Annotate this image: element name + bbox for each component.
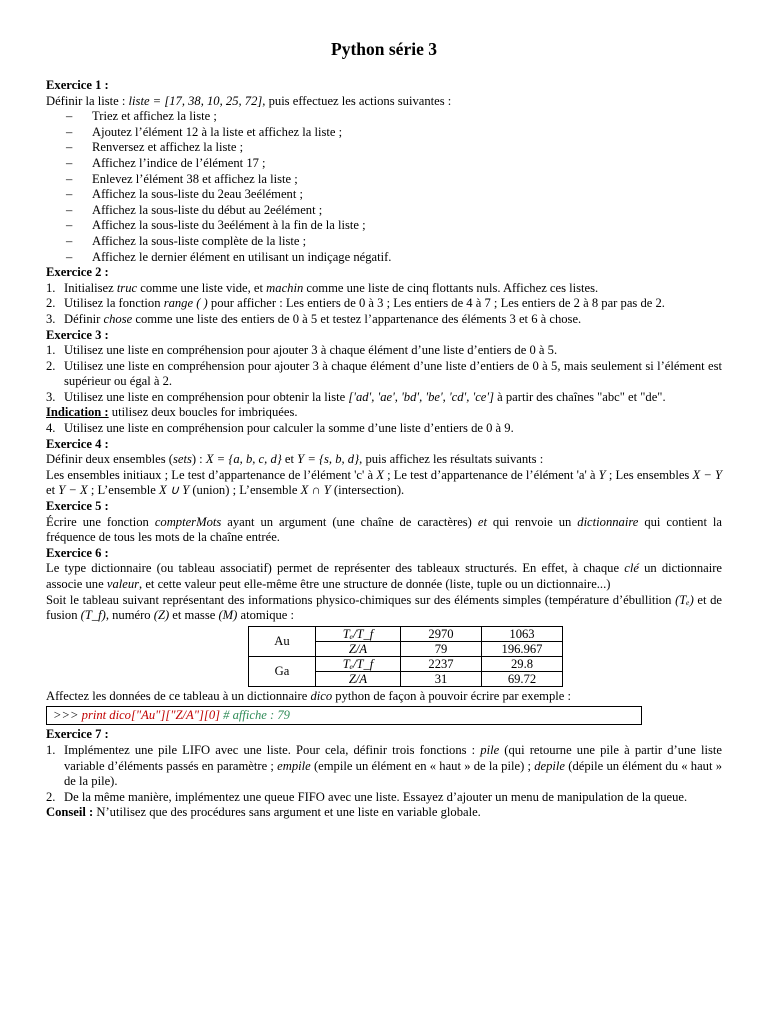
list-item xyxy=(46,281,722,297)
text: qui renvoie un xyxy=(486,514,578,529)
element-symbol: Au xyxy=(249,626,316,656)
var-name: machin xyxy=(266,280,304,295)
table-row xyxy=(249,656,563,671)
cell-value: 69.72 xyxy=(482,671,563,686)
exercise-3-list-continued xyxy=(46,421,722,437)
row-label: Z/A xyxy=(316,641,401,656)
item-number: 1. xyxy=(46,343,56,358)
text: Définir deux ensembles ( xyxy=(46,452,173,467)
item-number: 4. xyxy=(46,421,56,436)
math: (Z) xyxy=(153,608,170,623)
text: ; L’ensemble xyxy=(87,483,159,498)
text: ayant un argument (une chaîne de caractères) xyxy=(221,514,478,529)
exercise-2-list xyxy=(46,281,722,328)
text: et masse xyxy=(169,608,219,623)
list-item: – Ajoutez l’élément 12 à la liste et affichez la liste ; xyxy=(46,125,722,141)
math: X xyxy=(376,467,384,482)
item-text: Utilisez une liste en compréhension pour ajouter 3 à chaque élément d’une liste d’entiers de 0 à 5, mais seulement si l’élément est supérieur ou égal à 2. xyxy=(64,358,722,389)
exercise-1-list xyxy=(46,109,722,265)
intro-text: Définir la liste : xyxy=(46,93,129,108)
code-comment: # affiche : 79 xyxy=(220,708,290,723)
item-text: Utilisez une liste en compréhension pour calculer la somme d’une liste d’entiers de 0 à 9. xyxy=(64,421,514,436)
math: (T_f) xyxy=(80,608,106,623)
document-body xyxy=(46,78,722,821)
exercise-6-paragraph-1 xyxy=(46,561,722,592)
indication-text: utilisez deux boucles for imbriquées. xyxy=(108,405,298,420)
exercise-1-intro xyxy=(46,94,722,110)
exercise-3-heading: Exercice 3 : xyxy=(46,327,109,342)
list-item xyxy=(46,343,722,359)
list-item xyxy=(46,296,722,312)
item-text: comme une liste de cinq flottants nuls. Affichez ces listes. xyxy=(303,280,599,295)
cell-value: 79 xyxy=(401,641,482,656)
item-text: Utilisez une liste en compréhension pour ajouter 3 à chaque élément d’une liste d’entiers de 0 à 5. xyxy=(64,343,558,358)
term: sets xyxy=(172,452,192,467)
text: (intersection). xyxy=(330,483,405,498)
code-example xyxy=(46,706,642,725)
exercise-5-heading: Exercice 5 : xyxy=(46,499,109,514)
text: et xyxy=(46,483,59,498)
indication xyxy=(46,405,722,421)
table-row xyxy=(249,626,563,641)
item-text: Utilisez la fonction xyxy=(64,296,164,311)
exercise-6-paragraph-3 xyxy=(46,689,722,705)
list-item: – Affichez l’indice de l’élément 17 ; xyxy=(46,156,722,172)
exercise-7-list xyxy=(46,743,722,805)
text: Les ensembles initiaux ; Le test d’appartenance de l’élément 'c' à xyxy=(46,467,377,482)
text: Écrire une fonction xyxy=(46,514,155,529)
list-item xyxy=(46,312,722,328)
item-text: à partir des chaînes "abc" et "de". xyxy=(493,389,666,404)
item-text: comme une liste des entiers de 0 à 5 et testez l’appartenance des éléments 3 et 6 à chose. xyxy=(132,311,582,326)
item-number: 3. xyxy=(46,311,56,326)
text: python de façon à pouvoir écrire par exemple : xyxy=(332,688,571,703)
item-number: 2. xyxy=(46,296,56,311)
list-item: – Affichez la sous-liste du début au 2eélément ; xyxy=(46,203,722,219)
math: (M) xyxy=(218,608,238,623)
text: , puis affichez les résultats suivants : xyxy=(359,452,544,467)
item-text: (qui retourne une pile à partir d’une liste variable d’éléments passés en paramètre ; xyxy=(64,742,722,773)
intro-text-end: , puis effectuez les actions suivantes : xyxy=(262,93,452,108)
elements-table xyxy=(248,626,563,687)
text-italic: et xyxy=(477,514,487,529)
cell-value: 2970 xyxy=(401,626,482,641)
item-text: comme une liste vide, et xyxy=(137,280,267,295)
item-text: (empile un élément en « haut » de la pile) ; xyxy=(310,758,535,773)
cell-value: 2237 xyxy=(401,656,482,671)
text: qui contient la fréquence de tous les mots de la chaîne entrée. xyxy=(46,514,723,545)
function-name: range ( ) xyxy=(163,296,208,311)
item-number: 1. xyxy=(46,742,56,757)
list-item xyxy=(46,743,722,790)
text: et de fusion xyxy=(46,592,722,623)
list-item: – Triez et affichez la liste ; xyxy=(46,109,722,125)
row-label: Tₑ/T_f xyxy=(316,626,401,641)
text: un dictionnaire associe une xyxy=(46,561,722,591)
function-name: empile xyxy=(277,758,311,773)
math: (Tₑ) xyxy=(675,592,694,607)
item-text: (dépile un élément du « haut » de la pile). xyxy=(64,758,722,789)
text: ; Le test d’appartenance de l’élément 'a' à xyxy=(383,467,599,482)
code-prompt: >>> xyxy=(53,708,82,723)
item-text: Utilisez une liste en compréhension pour obtenir la liste xyxy=(64,389,349,404)
list-item xyxy=(46,390,722,406)
item-number: 1. xyxy=(46,280,56,295)
list-item: – Enlevez l’élément 38 et affichez la liste ; xyxy=(46,172,722,188)
text: et xyxy=(281,452,298,467)
item-text: Implémentez une pile LIFO avec une liste. Pour cela, définir trois fonctions : xyxy=(64,742,481,757)
conseil xyxy=(46,805,722,821)
function-name: compterMots xyxy=(154,514,222,529)
list-item: – Renversez et affichez la liste ; xyxy=(46,140,722,156)
page-title: Python série 3 xyxy=(331,39,437,59)
conseil-label: Conseil : xyxy=(46,805,94,820)
list-code: liste = [17, 38, 10, 25, 72] xyxy=(128,93,263,108)
cell-value: 1063 xyxy=(482,626,563,641)
exercise-2-heading: Exercice 2 : xyxy=(46,265,109,280)
var-name: truc xyxy=(116,280,138,295)
item-text: Définir xyxy=(64,311,104,326)
list-code: ['ad', 'ae', 'bd', 'be', 'cd', 'ce'] xyxy=(348,389,494,404)
text: ) : xyxy=(191,452,206,467)
math: Y − X xyxy=(58,483,88,498)
var-name: chose xyxy=(103,311,133,326)
function-name: depile xyxy=(534,758,566,773)
text: Le type dictionnaire (ou tableau associatif) permet de représenter des tableaux structurés. En effet, à chaque xyxy=(46,561,625,576)
element-symbol: Ga xyxy=(249,656,316,686)
text: atomique : xyxy=(237,608,295,623)
math: X ∪ Y xyxy=(158,483,190,498)
term: valeur xyxy=(106,577,140,591)
text: ; Les ensembles xyxy=(605,467,693,482)
exercise-1-heading: Exercice 1 : xyxy=(46,78,109,92)
item-text: pour afficher : Les entiers de 0 à 3 ; Les entiers de 4 à 7 ; Les entiers de 2 à 8 par pas de 2. xyxy=(207,296,665,311)
text: , et cette valeur peut elle-même être une structure de donnée (liste, tuple ou un dictionnaire...) xyxy=(139,577,611,591)
text: Affectez les données de ce tableau à un dictionnaire xyxy=(46,688,311,703)
list-item xyxy=(46,359,722,390)
exercise-4-line-2 xyxy=(46,468,722,499)
function-name: pile xyxy=(480,742,500,757)
math-set-y: Y = {s, b, d} xyxy=(297,452,360,467)
item-text: Initialisez xyxy=(64,280,117,295)
item-number: 2. xyxy=(46,789,56,804)
exercise-4-heading: Exercice 4 : xyxy=(46,436,109,451)
conseil-text: N’utilisez que des procédures sans argument et une liste en variable globale. xyxy=(93,805,481,820)
math: Y xyxy=(598,467,606,482)
exercise-3-list xyxy=(46,343,722,405)
text: (union) ; L’ensemble xyxy=(189,483,301,498)
cell-value: 31 xyxy=(401,671,482,686)
text: , numéro xyxy=(105,608,154,623)
row-label: Tₑ/T_f xyxy=(316,656,401,671)
exercise-7-heading: Exercice 7 : xyxy=(46,727,109,742)
exercise-6-paragraph-2 xyxy=(46,593,722,624)
list-item xyxy=(46,421,722,437)
exercise-6-heading: Exercice 6 : xyxy=(46,545,109,560)
cell-value: 196.967 xyxy=(482,641,563,656)
math: X − Y xyxy=(692,467,722,482)
term: clé xyxy=(624,561,639,576)
text: Soit le tableau suivant représentant des informations physico-chimiques sur des éléments simples (température d’ébullition xyxy=(46,592,676,607)
var-name: dico xyxy=(310,688,333,703)
item-number: 2. xyxy=(46,358,56,373)
exercise-4-line-1 xyxy=(46,452,722,468)
row-label: Z/A xyxy=(316,671,401,686)
item-number: 3. xyxy=(46,389,56,404)
indication-label: Indication : xyxy=(46,405,109,420)
item-text: De la même manière, implémentez une queue FIFO avec une liste. Essayez d’ajouter un menu de manipulation de la queue. xyxy=(64,789,688,804)
cell-value: 29.8 xyxy=(482,656,563,671)
list-item: – Affichez la sous-liste du 2eau 3eélément ; xyxy=(46,187,722,203)
list-item: – Affichez la sous-liste du 3eélément à la fin de la liste ; xyxy=(46,218,722,234)
math-set-x: X = {a, b, c, d} xyxy=(205,452,282,467)
list-item: – Affichez le dernier élément en utilisant un indiçage négatif. xyxy=(46,250,722,266)
code-statement: print dico["Au"]["Z/A"][0] xyxy=(81,708,221,723)
list-item xyxy=(46,790,722,806)
list-item: – Affichez la sous-liste complète de la liste ; xyxy=(46,234,722,250)
term: dictionnaire xyxy=(577,514,639,529)
exercise-5-text xyxy=(46,515,722,546)
math: X ∩ Y xyxy=(300,483,331,498)
